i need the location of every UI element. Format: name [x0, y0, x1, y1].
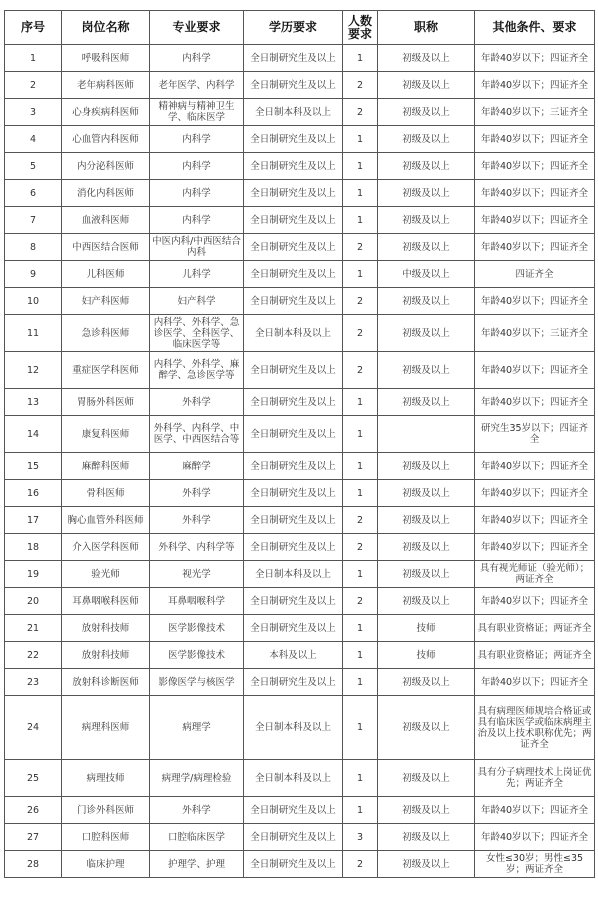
cell-headcount: 1 — [343, 669, 378, 696]
cell-no: 21 — [5, 615, 62, 642]
header-other: 其他条件、要求 — [475, 11, 595, 45]
table-row — [5, 588, 595, 615]
cell-other: 研究生35岁以下；四证齐全 — [475, 416, 595, 453]
cell-headcount: 1 — [343, 760, 378, 797]
cell-title: 初级及以上 — [378, 588, 475, 615]
cell-post: 放射科技师 — [62, 642, 150, 669]
cell-post: 内分泌科医师 — [62, 153, 150, 180]
cell-no: 5 — [5, 153, 62, 180]
table-row — [5, 480, 595, 507]
cell-headcount: 1 — [343, 642, 378, 669]
cell-headcount: 3 — [343, 824, 378, 851]
cell-post: 病理科医师 — [62, 696, 150, 760]
table-row — [5, 261, 595, 288]
cell-major: 精神病与精神卫生学、临床医学 — [150, 99, 244, 126]
cell-headcount: 1 — [343, 453, 378, 480]
cell-major: 外科学 — [150, 480, 244, 507]
header-education: 学历要求 — [244, 11, 343, 45]
cell-headcount: 1 — [343, 180, 378, 207]
cell-other: 年龄40岁以下；四证齐全 — [475, 453, 595, 480]
cell-title: 初级及以上 — [378, 389, 475, 416]
table-row — [5, 453, 595, 480]
header-no: 序号 — [5, 11, 62, 45]
cell-education: 全日制研究生及以上 — [244, 72, 343, 99]
table-row — [5, 207, 595, 234]
cell-other: 年龄40岁以下；四证齐全 — [475, 288, 595, 315]
header-post: 岗位名称 — [62, 11, 150, 45]
cell-post: 康复科医师 — [62, 416, 150, 453]
cell-headcount: 2 — [343, 352, 378, 389]
cell-title: 初级及以上 — [378, 315, 475, 352]
cell-major: 病理学/病理检验 — [150, 760, 244, 797]
cell-title: 技师 — [378, 615, 475, 642]
cell-title: 技师 — [378, 642, 475, 669]
table-body — [5, 45, 595, 878]
table-row — [5, 561, 595, 588]
cell-post: 老年病科医师 — [62, 72, 150, 99]
cell-title: 初级及以上 — [378, 72, 475, 99]
cell-major: 内科学 — [150, 207, 244, 234]
cell-headcount: 2 — [343, 315, 378, 352]
table-row — [5, 180, 595, 207]
cell-other: 年龄40岁以下；四证齐全 — [475, 797, 595, 824]
table-row — [5, 797, 595, 824]
cell-post: 胸心血管外科医师 — [62, 507, 150, 534]
cell-title: 初级及以上 — [378, 234, 475, 261]
cell-other: 具有病理医师规培合格证或具有临床医学或临床病理主治及以上技术职称优先；两证齐全 — [475, 696, 595, 760]
cell-post: 妇产科医师 — [62, 288, 150, 315]
cell-title: 初级及以上 — [378, 126, 475, 153]
cell-no: 7 — [5, 207, 62, 234]
cell-post: 口腔科医师 — [62, 824, 150, 851]
table-row — [5, 669, 595, 696]
cell-major: 内科学、外科学、麻醉学、急诊医学等 — [150, 352, 244, 389]
cell-education: 全日制研究生及以上 — [244, 45, 343, 72]
cell-education: 全日制研究生及以上 — [244, 288, 343, 315]
cell-title: 初级及以上 — [378, 288, 475, 315]
cell-title: 初级及以上 — [378, 696, 475, 760]
cell-headcount: 1 — [343, 126, 378, 153]
cell-education: 全日制本科及以上 — [244, 315, 343, 352]
cell-no: 22 — [5, 642, 62, 669]
header-major: 专业要求 — [150, 11, 244, 45]
cell-headcount: 1 — [343, 389, 378, 416]
cell-headcount: 1 — [343, 615, 378, 642]
cell-other: 年龄40岁以下；三证齐全 — [475, 315, 595, 352]
cell-education: 全日制本科及以上 — [244, 760, 343, 797]
cell-major: 外科学 — [150, 389, 244, 416]
cell-no: 11 — [5, 315, 62, 352]
cell-headcount: 2 — [343, 588, 378, 615]
cell-post: 呼吸科医师 — [62, 45, 150, 72]
cell-title: 初级及以上 — [378, 669, 475, 696]
cell-headcount: 1 — [343, 207, 378, 234]
cell-major: 影像医学与核医学 — [150, 669, 244, 696]
table-row — [5, 315, 595, 352]
cell-no: 26 — [5, 797, 62, 824]
header-headcount: 人数要求 — [343, 11, 378, 45]
cell-education: 全日制本科及以上 — [244, 561, 343, 588]
cell-major: 护理学、护理 — [150, 851, 244, 878]
cell-other: 年龄40岁以下；四证齐全 — [475, 45, 595, 72]
cell-education: 全日制本科及以上 — [244, 99, 343, 126]
cell-no: 12 — [5, 352, 62, 389]
cell-education: 全日制本科及以上 — [244, 696, 343, 760]
cell-other: 年龄40岁以下；四证齐全 — [475, 389, 595, 416]
table-header-row — [5, 11, 595, 45]
cell-other: 具有职业资格证；两证齐全 — [475, 642, 595, 669]
cell-post: 重症医学科医师 — [62, 352, 150, 389]
table-row — [5, 534, 595, 561]
cell-major: 内科学、外科学、急诊医学、全科医学、临床医学等 — [150, 315, 244, 352]
cell-no: 15 — [5, 453, 62, 480]
cell-post: 心血管内科医师 — [62, 126, 150, 153]
cell-headcount: 1 — [343, 416, 378, 453]
cell-education: 全日制研究生及以上 — [244, 453, 343, 480]
cell-education: 全日制研究生及以上 — [244, 234, 343, 261]
table-row — [5, 507, 595, 534]
cell-no: 20 — [5, 588, 62, 615]
table-row — [5, 288, 595, 315]
cell-other: 年龄40岁以下；四证齐全 — [475, 72, 595, 99]
cell-title — [378, 416, 475, 453]
cell-no: 4 — [5, 126, 62, 153]
cell-major: 外科学 — [150, 797, 244, 824]
cell-no: 3 — [5, 99, 62, 126]
cell-post: 门诊外科医师 — [62, 797, 150, 824]
cell-no: 28 — [5, 851, 62, 878]
cell-post: 病理技师 — [62, 760, 150, 797]
table-row — [5, 153, 595, 180]
cell-education: 全日制研究生及以上 — [244, 851, 343, 878]
cell-headcount: 2 — [343, 534, 378, 561]
cell-post: 胃肠外科医师 — [62, 389, 150, 416]
cell-major: 麻醉学 — [150, 453, 244, 480]
cell-no: 25 — [5, 760, 62, 797]
cell-headcount: 2 — [343, 99, 378, 126]
cell-education: 全日制研究生及以上 — [244, 534, 343, 561]
cell-education: 全日制研究生及以上 — [244, 669, 343, 696]
cell-other: 女性≤30岁；男性≤35岁；两证齐全 — [475, 851, 595, 878]
cell-no: 23 — [5, 669, 62, 696]
cell-other: 四证齐全 — [475, 261, 595, 288]
cell-major: 外科学、内科学、中医学、中西医结合等 — [150, 416, 244, 453]
cell-title: 初级及以上 — [378, 352, 475, 389]
cell-post: 心身疾病科医师 — [62, 99, 150, 126]
cell-education: 全日制研究生及以上 — [244, 153, 343, 180]
cell-major: 内科学 — [150, 153, 244, 180]
cell-education: 全日制研究生及以上 — [244, 480, 343, 507]
cell-other: 年龄40岁以下；四证齐全 — [475, 180, 595, 207]
cell-education: 全日制研究生及以上 — [244, 824, 343, 851]
cell-post: 儿科医师 — [62, 261, 150, 288]
cell-post: 验光师 — [62, 561, 150, 588]
cell-other: 年龄40岁以下；四证齐全 — [475, 207, 595, 234]
cell-headcount: 1 — [343, 480, 378, 507]
cell-other: 年龄40岁以下；四证齐全 — [475, 534, 595, 561]
cell-title: 初级及以上 — [378, 453, 475, 480]
cell-other: 年龄40岁以下；四证齐全 — [475, 507, 595, 534]
cell-no: 24 — [5, 696, 62, 760]
cell-post: 放射科诊断医师 — [62, 669, 150, 696]
cell-major: 外科学、内科学等 — [150, 534, 244, 561]
cell-other: 年龄40岁以下；四证齐全 — [475, 126, 595, 153]
cell-post: 中西医结合医师 — [62, 234, 150, 261]
cell-title: 初级及以上 — [378, 561, 475, 588]
cell-major: 耳鼻咽喉科学 — [150, 588, 244, 615]
cell-education: 全日制研究生及以上 — [244, 389, 343, 416]
cell-other: 具有分子病理技术上岗证优先；两证齐全 — [475, 760, 595, 797]
cell-major: 妇产科学 — [150, 288, 244, 315]
cell-post: 骨科医师 — [62, 480, 150, 507]
cell-title: 中级及以上 — [378, 261, 475, 288]
table-row — [5, 642, 595, 669]
cell-other: 年龄40岁以下；四证齐全 — [475, 669, 595, 696]
table-row — [5, 389, 595, 416]
cell-no: 17 — [5, 507, 62, 534]
cell-headcount: 2 — [343, 507, 378, 534]
cell-title: 初级及以上 — [378, 99, 475, 126]
cell-title: 初级及以上 — [378, 207, 475, 234]
cell-title: 初级及以上 — [378, 760, 475, 797]
cell-headcount: 1 — [343, 561, 378, 588]
cell-other: 具有视光师证（验光师）；两证齐全 — [475, 561, 595, 588]
cell-headcount: 1 — [343, 45, 378, 72]
cell-no: 27 — [5, 824, 62, 851]
header-title: 职称 — [378, 11, 475, 45]
cell-no: 2 — [5, 72, 62, 99]
cell-no: 10 — [5, 288, 62, 315]
cell-education: 全日制研究生及以上 — [244, 615, 343, 642]
cell-other: 年龄40岁以下；四证齐全 — [475, 234, 595, 261]
cell-other: 年龄40岁以下；三证齐全 — [475, 99, 595, 126]
cell-post: 介入医学科医师 — [62, 534, 150, 561]
cell-other: 年龄40岁以下；四证齐全 — [475, 588, 595, 615]
cell-post: 急诊科医师 — [62, 315, 150, 352]
table-row — [5, 615, 595, 642]
cell-title: 初级及以上 — [378, 797, 475, 824]
cell-education: 全日制研究生及以上 — [244, 797, 343, 824]
cell-headcount: 1 — [343, 696, 378, 760]
table-row — [5, 126, 595, 153]
cell-title: 初级及以上 — [378, 45, 475, 72]
cell-education: 全日制研究生及以上 — [244, 416, 343, 453]
cell-title: 初级及以上 — [378, 180, 475, 207]
cell-education: 全日制研究生及以上 — [244, 126, 343, 153]
cell-major: 内科学 — [150, 45, 244, 72]
cell-no: 9 — [5, 261, 62, 288]
cell-other: 年龄40岁以下；四证齐全 — [475, 480, 595, 507]
cell-no: 13 — [5, 389, 62, 416]
table-row — [5, 760, 595, 797]
cell-education: 本科及以上 — [244, 642, 343, 669]
cell-education: 全日制研究生及以上 — [244, 261, 343, 288]
cell-other: 年龄40岁以下；四证齐全 — [475, 153, 595, 180]
cell-title: 初级及以上 — [378, 534, 475, 561]
cell-other: 年龄40岁以下；四证齐全 — [475, 352, 595, 389]
cell-other: 年龄40岁以下；四证齐全 — [475, 824, 595, 851]
table-row — [5, 416, 595, 453]
cell-education: 全日制研究生及以上 — [244, 207, 343, 234]
cell-title: 初级及以上 — [378, 824, 475, 851]
cell-no: 8 — [5, 234, 62, 261]
cell-post: 临床护理 — [62, 851, 150, 878]
cell-title: 初级及以上 — [378, 153, 475, 180]
cell-major: 外科学 — [150, 507, 244, 534]
cell-major: 内科学 — [150, 126, 244, 153]
cell-title: 初级及以上 — [378, 480, 475, 507]
table-row — [5, 824, 595, 851]
cell-major: 病理学 — [150, 696, 244, 760]
cell-headcount: 2 — [343, 234, 378, 261]
cell-title: 初级及以上 — [378, 507, 475, 534]
cell-no: 16 — [5, 480, 62, 507]
table-row — [5, 99, 595, 126]
cell-no: 14 — [5, 416, 62, 453]
cell-headcount: 1 — [343, 797, 378, 824]
cell-major: 医学影像技术 — [150, 615, 244, 642]
cell-no: 6 — [5, 180, 62, 207]
cell-education: 全日制研究生及以上 — [244, 588, 343, 615]
cell-headcount: 2 — [343, 72, 378, 99]
cell-title: 初级及以上 — [378, 851, 475, 878]
cell-education: 全日制研究生及以上 — [244, 180, 343, 207]
table-row — [5, 851, 595, 878]
cell-major: 视光学 — [150, 561, 244, 588]
table-row — [5, 696, 595, 760]
cell-no: 1 — [5, 45, 62, 72]
cell-no: 18 — [5, 534, 62, 561]
cell-education: 全日制研究生及以上 — [244, 352, 343, 389]
cell-other: 具有职业资格证；两证齐全 — [475, 615, 595, 642]
cell-post: 血液科医师 — [62, 207, 150, 234]
cell-no: 19 — [5, 561, 62, 588]
cell-post: 麻醉科医师 — [62, 453, 150, 480]
cell-major: 医学影像技术 — [150, 642, 244, 669]
table-row — [5, 72, 595, 99]
cell-major: 口腔临床医学 — [150, 824, 244, 851]
table-row — [5, 352, 595, 389]
cell-post: 放射科技师 — [62, 615, 150, 642]
table-row — [5, 45, 595, 72]
cell-major: 中医内科/中西医结合内科 — [150, 234, 244, 261]
cell-education: 全日制研究生及以上 — [244, 507, 343, 534]
cell-headcount: 2 — [343, 851, 378, 878]
cell-post: 消化内科医师 — [62, 180, 150, 207]
cell-major: 内科学 — [150, 180, 244, 207]
table-row — [5, 234, 595, 261]
cell-headcount: 1 — [343, 261, 378, 288]
cell-major: 儿科学 — [150, 261, 244, 288]
cell-headcount: 2 — [343, 288, 378, 315]
cell-major: 老年医学、内科学 — [150, 72, 244, 99]
cell-post: 耳鼻咽喉科医师 — [62, 588, 150, 615]
cell-headcount: 1 — [343, 153, 378, 180]
recruitment-table — [4, 10, 595, 878]
